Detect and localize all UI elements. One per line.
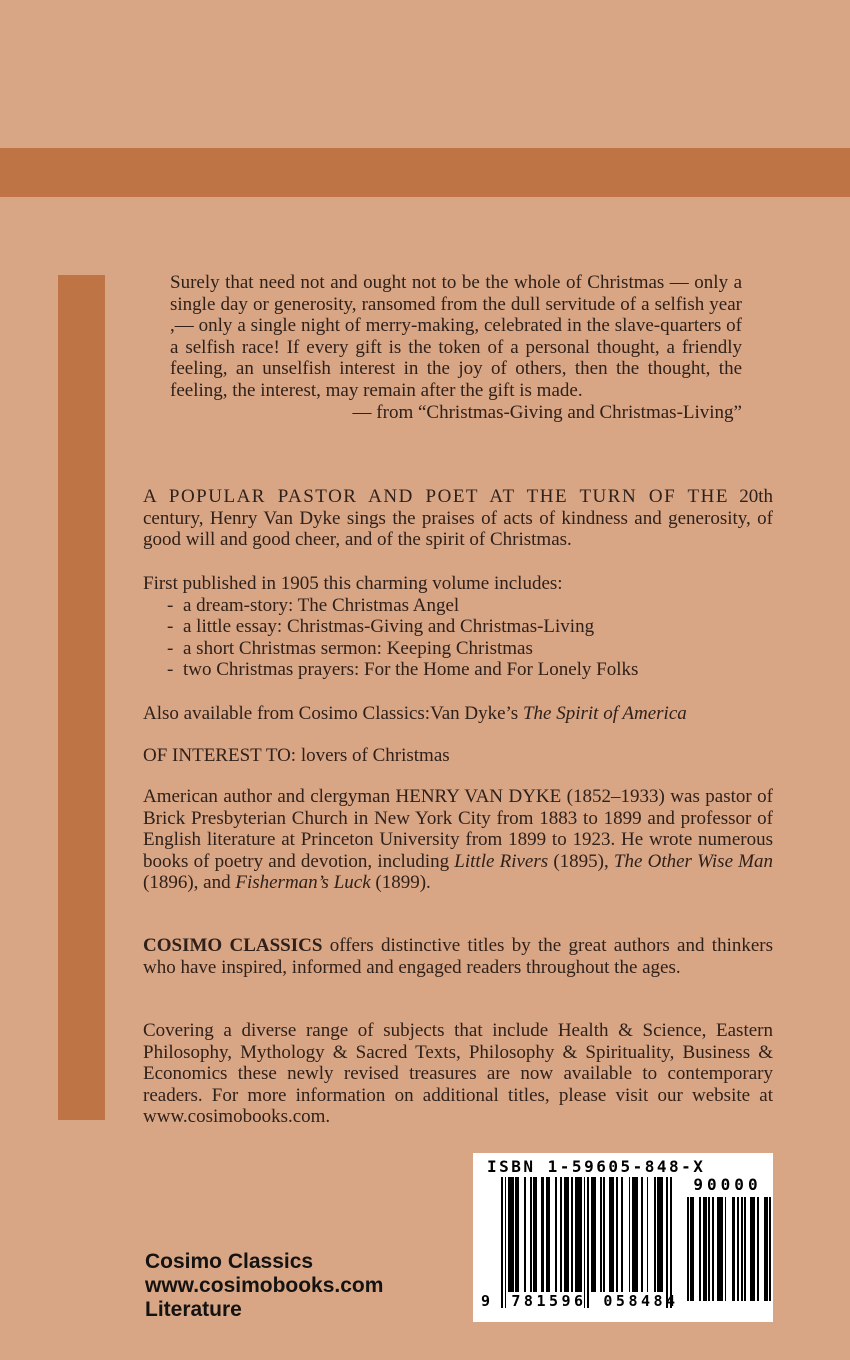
quote-attribution: — from “Christmas-Giving and Christmas-Living” [352,402,742,423]
bio-title-1: Little Rivers [454,850,549,872]
list-item-text: a dream-story: The Christmas Angel [183,594,460,616]
quote-text: Surely that need not and ought not to be the whole of Christmas — only a single day or generosity, ransomed from the dull servitude of a selfish year ,— only a single night of merry-making, celebrated in the slave-quarters of a selfish race! If every gift is the token of a personal thought, a friendly feeling, an unselfish interest in the joy of others, then the thought, the feeling, the interest, may remain after the gift is made. [170,272,742,401]
barcode-digits-left-group: 781596 [511,1292,587,1310]
bullet-dash: - [167,594,174,616]
quote-block [170,272,742,424]
of-interest-text: OF INTEREST TO: lovers of Christmas [143,745,450,766]
also-available-line [143,703,773,725]
also-available-prefix: Also available from Cosimo Classics:Van Dyke’s [143,703,523,724]
publisher-name: Cosimo Classics [145,1250,314,1273]
bio-text: (1896), and [143,872,236,893]
list-item [143,595,773,617]
list-item-text: two Christmas prayers: For the Home and For Lonely Folks [183,659,639,680]
bio-text: American author and clergyman HENRY VAN DYKE (1852–1933) was pastor of Brick Presbyterian Church in New York City from 1883 to 1899 and professor of English literature at Princeton University from 1899 to 1923. He wrote numerous books of poetry and devotion, including [143,786,773,872]
top-accent-band [0,148,850,197]
barcode-digits-right-group: 058484 [603,1292,679,1310]
list-item [143,638,773,660]
author-bio-paragraph [143,786,773,894]
bullet-dash: - [167,637,174,659]
includes-section [143,573,773,681]
includes-intro: First published in 1905 this charming volume includes: [143,573,563,594]
publisher-block [145,1250,383,1322]
ean13-barcode [501,1177,672,1308]
lead-rest: 20th century, Henry Van Dyke sings the praises of acts of kindness and generosity, of good will and good cheer, and of the spirit of Christmas. [143,486,774,550]
list-item-text: a short Christmas sermon: Keeping Christmas [183,637,533,659]
bio-title-3: Fisherman’s Luck [235,872,371,893]
cosimo-classics-text: offers distinctive titles by the great authors and thinkers who have inspired, informed and engaged readers throughout the ages. [143,935,774,978]
bullet-dash: - [167,616,174,637]
subjects-text: Covering a diverse range of subjects that include Health & Science, Eastern Philosophy, Mythology & Sacred Texts, Philosophy & Spirituality, Business & Economics these newly revised treasures are now available to contemporary readers. For more information on additional titles, please visit our website at www.cosimobooks.com. [143,1020,773,1127]
isbn-number: ISBN 1-59605-848-X [487,1157,706,1176]
bullet-dash: - [167,659,174,680]
barcode-supplement-number: 90000 [693,1175,762,1194]
left-accent-bar [58,275,105,1120]
bio-title-2: The Other Wise Man [613,850,774,872]
list-item [143,659,773,681]
lead-caps: A POPULAR PASTOR AND POET AT THE TURN OF THE [143,486,729,507]
barcode-panel [473,1153,773,1322]
barcode-digit-prefix: 9 [481,1292,491,1310]
lead-paragraph [143,486,773,551]
bio-text: (1899). [370,872,431,893]
bio-text: (1895), [548,850,614,872]
list-item-text: a little essay: Christmas-Giving and Christmas-Living [183,616,595,637]
of-interest-line [143,745,773,767]
also-available-title: The Spirit of America [522,703,687,724]
publisher-website: www.cosimobooks.com [145,1274,384,1297]
genre-label: Literature [145,1298,242,1321]
cosimo-classics-paragraph [143,935,773,978]
list-item [143,616,773,638]
ean5-supplement-barcode [685,1197,771,1301]
subjects-paragraph [143,1020,773,1128]
cosimo-classics-name: COSIMO CLASSICS [143,935,323,956]
